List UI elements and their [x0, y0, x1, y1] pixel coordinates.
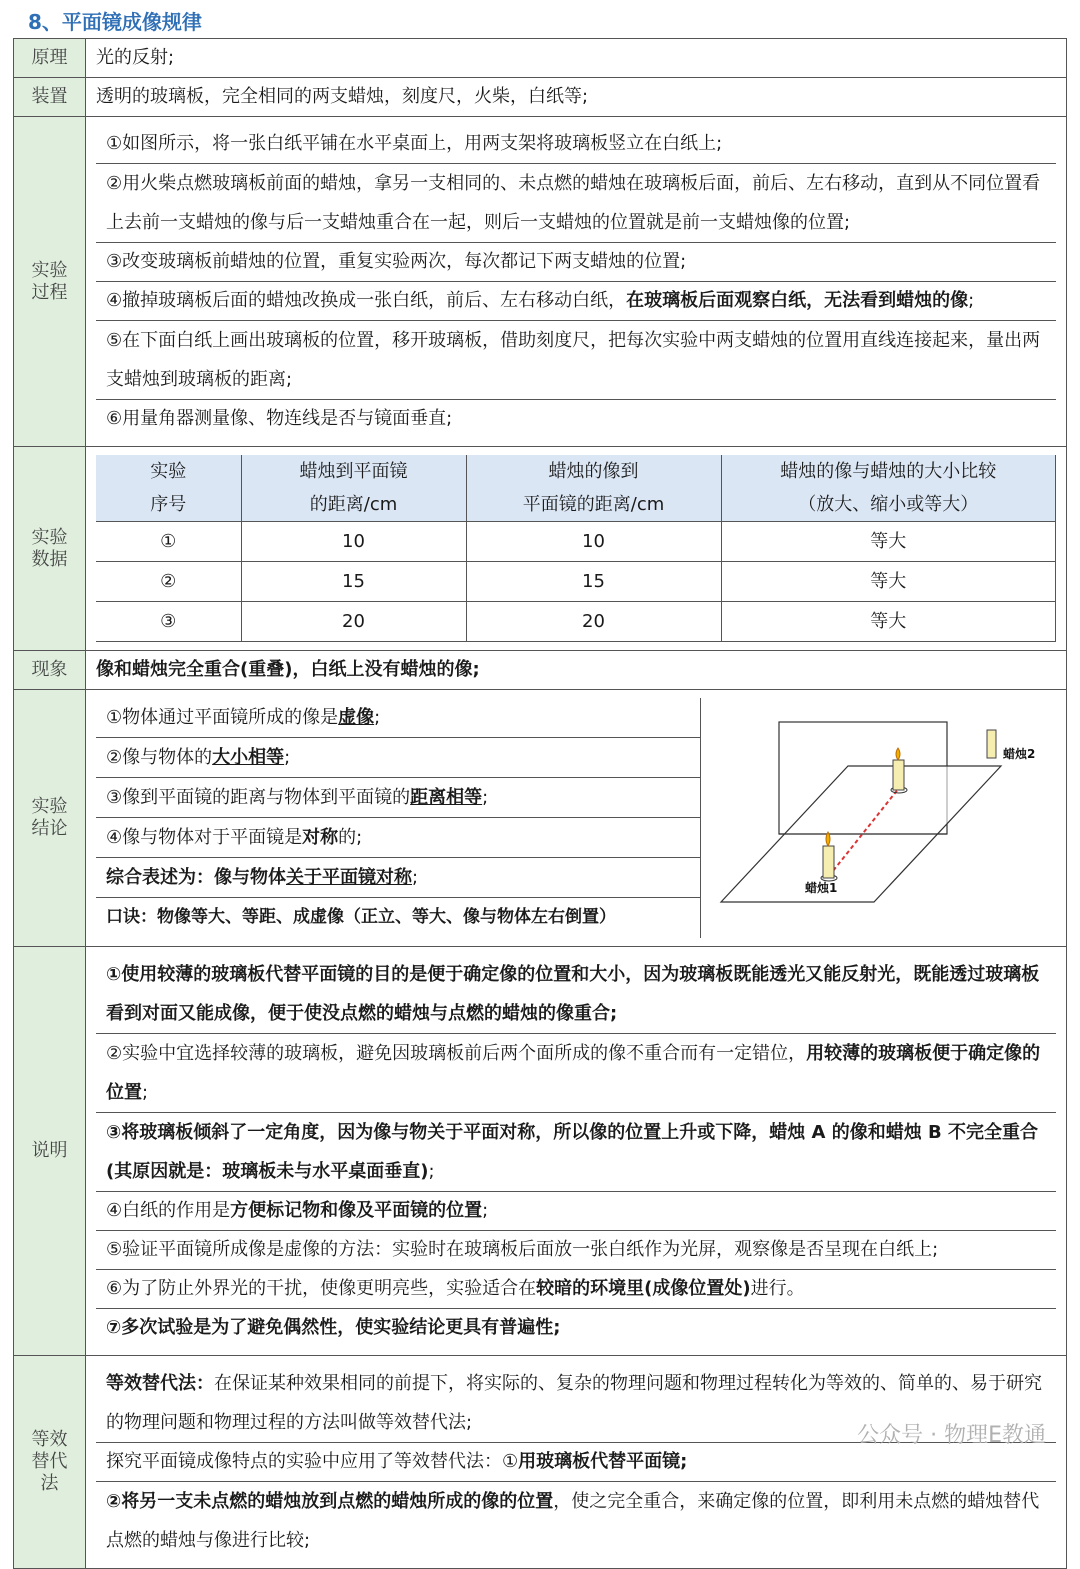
conclusion-5-text: 综合表述为：像与物体 — [106, 867, 286, 888]
row-image-distance: 10 — [466, 522, 721, 562]
phenomenon-label: 现象 — [14, 651, 86, 690]
process-step-5: ⑤在下面白纸上画出玻璃板的位置，移开玻璃板，借助刻度尺，把每次实验中两支蜡烛的位置用直线连接起来，量出两支蜡烛到玻璃板的距离; — [96, 321, 1056, 400]
conclusion-3 — [96, 778, 700, 818]
process-step-4-bold: 在玻璃板后面观察白纸，无法看到蜡烛的像 — [626, 290, 969, 311]
header-image-distance-line1: 蜡烛的像到 — [548, 461, 639, 482]
principle-text: 光的反射; — [86, 39, 1067, 78]
header-size-compare-line2: （放大、缩小或等大） — [798, 494, 979, 515]
note-4-text: ④白纸的作用是 — [106, 1200, 231, 1221]
process-step-4 — [96, 282, 1056, 321]
table-row — [96, 522, 1056, 562]
data-cell — [86, 447, 1067, 651]
process-step-1: ①如图所示，将一张白纸平铺在水平桌面上，用两支架将玻璃板竖立在白纸上; — [96, 125, 1056, 164]
header-image-distance — [466, 455, 721, 522]
phenomenon-text: 像和蜡烛完全重合(重叠)，白纸上没有蜡烛的像; — [86, 651, 1067, 690]
candle-1-flame-icon — [826, 832, 830, 846]
conclusion-1-end: ; — [374, 707, 381, 728]
process-step-4-text: ④撤掉玻璃板后面的蜡烛改换成一张白纸，前后、左右移动白纸， — [106, 290, 627, 311]
substitution-list — [86, 1356, 1067, 1569]
candle-image — [893, 760, 904, 790]
page-title: 8、平面镜成像规律 — [28, 10, 202, 34]
substitution-definition-term: 等效替代法： — [106, 1373, 214, 1394]
note-2 — [96, 1034, 1056, 1113]
apparatus-text: 透明的玻璃板，完全相同的两支蜡烛，刻度尺，火柴，白纸等; — [86, 78, 1067, 117]
conclusion-mnemonic: 口诀：物像等大、等距、成虚像（正立、等大、像与物体左右倒置） — [106, 907, 616, 927]
conclusion-2 — [96, 738, 700, 778]
conclusion-2-text: ②像与物体的 — [106, 747, 213, 768]
note-1: ①使用较薄的玻璃板代替平面镜的目的是便于确定像的位置和大小，因为玻璃板既能透光又能反射光，既能透过玻璃板看到对面又能成像，便于使没点燃的蜡烛与点燃的蜡烛的像重合; — [96, 955, 1056, 1034]
row-image-distance: 20 — [466, 602, 721, 642]
conclusion-5-end: ; — [412, 867, 419, 888]
substitution-application-text: 探究平面镜成像特点的实验中应用了等效替代法：① — [106, 1451, 519, 1472]
notes-row — [14, 947, 1067, 1356]
data-label: 实验数据 — [14, 447, 86, 651]
note-7: ⑦多次试验是为了避免偶然性，使实验结论更具有普遍性; — [106, 1317, 561, 1338]
header-seq-line2: 序号 — [150, 494, 187, 515]
substitution-application-key: 用玻璃板代替平面镜; — [518, 1451, 688, 1472]
note-6-text: ⑥为了防止外界光的干扰，使像更明亮些，实验适合在 — [106, 1278, 537, 1299]
header-size-compare-line1: 蜡烛的像与蜡烛的大小比较 — [780, 461, 997, 482]
apparatus-row — [14, 78, 1067, 117]
header-image-distance-line2: 平面镜的距离/cm — [522, 494, 665, 515]
table-row — [96, 602, 1056, 642]
watermark: 公众号 · 物理E教通 — [857, 1423, 1046, 1448]
conclusion-1-key: 虚像 — [338, 707, 375, 728]
substitution-application-2 — [96, 1482, 1056, 1560]
conclusion-5 — [96, 858, 700, 898]
header-seq — [96, 455, 241, 522]
process-row — [14, 117, 1067, 447]
note-3-text: ③将玻璃板倾斜了一定角度，因为像与物关于平面对称，所以像的位置上升或下降，蜡烛 A 的像和蜡烛 B 不完全重合(其原因就是：玻璃板未与水平桌面垂直) — [106, 1122, 1038, 1182]
note-2-key: 用较薄的玻璃板便于确定像的位置 — [106, 1043, 1041, 1103]
mirror-diagram — [701, 698, 1056, 938]
header-size-compare — [721, 455, 1056, 522]
process-label: 实验过程 — [14, 117, 86, 447]
conclusion-split — [96, 698, 1056, 938]
conclusion-list — [96, 698, 701, 938]
apparatus-label: 装置 — [14, 78, 86, 117]
substitution-definition-text: 在保证某种效果相同的前提下，将实际的、复杂的物理问题和物理过程转化为等效的、简单的、易于研究的物理问题和物理过程的方法叫做等效替代法; — [106, 1373, 1042, 1433]
process-step-2: ②用火柴点燃玻璃板前面的蜡烛，拿另一支相同的、未点燃的蜡烛在玻璃板后面，前后、左右移动，直到从不同位置看上去前一支蜡烛的像与后一支蜡烛重合在一起，则后一支蜡烛的位置就是前一支蜡烛像的位置; — [96, 164, 1056, 243]
row-object-distance: 15 — [241, 562, 466, 602]
substitution-label: 等效替代法 — [14, 1356, 86, 1569]
header-object-distance-line2: 的距离/cm — [309, 494, 398, 515]
note-2-end: ; — [142, 1082, 149, 1103]
note-4-end: ; — [482, 1200, 489, 1221]
process-step-6: ⑥用量角器测量像、物连线是否与镜面垂直; — [106, 408, 453, 429]
conclusion-1 — [96, 698, 700, 738]
substitution-row — [14, 1356, 1067, 1569]
row-image-distance: 15 — [466, 562, 721, 602]
substitution-application-2-text: ，使之完全重合，来确定像的位置，即利用未点燃的蜡烛替代点燃的蜡烛与像进行比较; — [106, 1491, 1040, 1551]
process-steps — [86, 117, 1067, 447]
notes-list — [86, 947, 1067, 1356]
conclusion-5-key: 关于平面镜对称 — [286, 867, 412, 888]
candle-1 — [823, 846, 834, 878]
conclusion-4-text: ④像与物体对于平面镜是 — [106, 827, 303, 848]
header-object-distance-line1: 蜡烛到平面镜 — [299, 461, 408, 482]
conclusion-2-key: 大小相等 — [212, 747, 285, 768]
data-header-row — [96, 455, 1056, 522]
table-row — [96, 562, 1056, 602]
note-5: ⑤验证平面镜所成像是虚像的方法：实验时在玻璃板后面放一张白纸作为光屏，观察像是否呈现在白纸上; — [96, 1231, 1056, 1270]
header-object-distance — [241, 455, 466, 522]
note-3-end: ; — [428, 1161, 435, 1182]
conclusion-1-text: ①物体通过平面镜所成的像是 — [106, 707, 339, 728]
note-4 — [96, 1192, 1056, 1231]
experiment-table — [13, 38, 1067, 1569]
row-size-compare: 等大 — [721, 562, 1056, 602]
row-seq: ① — [96, 522, 241, 562]
row-size-compare: 等大 — [721, 522, 1056, 562]
process-step-4-end: ; — [968, 290, 975, 311]
note-3 — [96, 1113, 1056, 1192]
data-row — [14, 447, 1067, 651]
row-seq: ③ — [96, 602, 241, 642]
note-6 — [96, 1270, 1056, 1309]
conclusion-cell — [86, 690, 1067, 947]
conclusion-4-key: 对称 — [302, 827, 339, 848]
conclusion-row — [14, 690, 1067, 947]
principle-row — [14, 39, 1067, 78]
principle-label: 原理 — [14, 39, 86, 78]
phenomenon-row — [14, 651, 1067, 690]
note-4-key: 方便标记物和像及平面镜的位置 — [230, 1200, 483, 1221]
note-2-text: ②实验中宜选择较薄的玻璃板，避免因玻璃板前后两个面所成的像不重合而有一定错位， — [106, 1043, 807, 1064]
candle-1-label: 蜡烛1 — [805, 881, 838, 895]
conclusion-3-end: ; — [482, 787, 489, 808]
candle-2 — [987, 730, 996, 758]
candle-2-label: 蜡烛2 — [1003, 747, 1036, 761]
note-6-key: 较暗的环境里(成像位置处) — [536, 1278, 751, 1299]
notes-label: 说明 — [14, 947, 86, 1356]
note-6-end: 进行。 — [750, 1278, 805, 1299]
data-table — [96, 455, 1056, 642]
conclusion-4 — [96, 818, 700, 858]
conclusion-3-key: 距离相等 — [410, 787, 483, 808]
candle-image-flame-icon — [896, 748, 900, 760]
substitution-application-2-key: ②将另一支未点燃的蜡烛放到点燃的蜡烛所成的像的位置 — [106, 1491, 554, 1512]
conclusion-label: 实验结论 — [14, 690, 86, 947]
process-step-3: ③改变玻璃板前蜡烛的位置，重复实验两次，每次都记下两支蜡烛的位置; — [96, 243, 1056, 282]
row-seq: ② — [96, 562, 241, 602]
conclusion-3-text: ③像到平面镜的距离与物体到平面镜的 — [106, 787, 411, 808]
mirror-diagram-svg — [701, 698, 1056, 932]
row-size-compare: 等大 — [721, 602, 1056, 642]
conclusion-4-end: 的; — [338, 827, 363, 848]
row-object-distance: 10 — [241, 522, 466, 562]
row-object-distance: 20 — [241, 602, 466, 642]
conclusion-2-end: ; — [284, 747, 291, 768]
header-seq-line1: 实验 — [150, 461, 187, 482]
